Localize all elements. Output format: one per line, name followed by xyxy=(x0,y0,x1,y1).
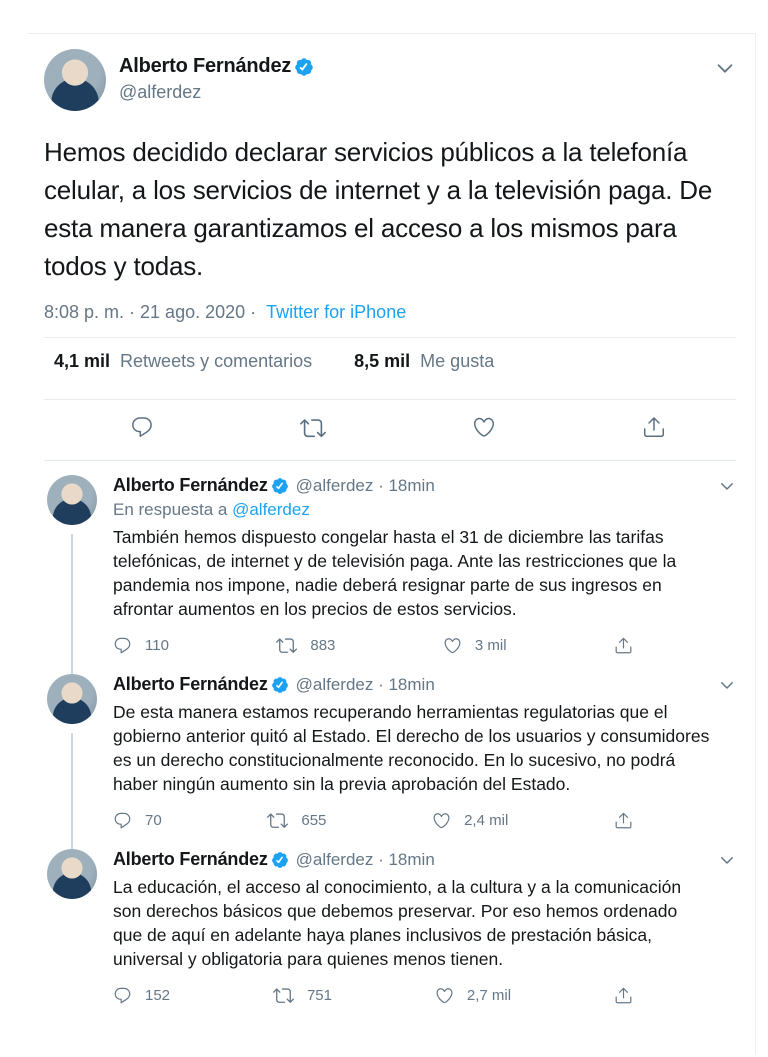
avatar[interactable] xyxy=(47,475,97,525)
reply-icon xyxy=(113,636,132,655)
verified-badge-icon xyxy=(294,57,314,77)
share-button[interactable] xyxy=(614,810,633,831)
retweet-button[interactable] xyxy=(267,810,326,831)
chevron-down-icon[interactable] xyxy=(718,851,736,869)
display-name[interactable]: Alberto Fernández xyxy=(113,674,268,694)
share-icon xyxy=(642,415,666,439)
retweet-count: 883 xyxy=(310,637,336,654)
share-button[interactable] xyxy=(614,985,633,1006)
reply-tweet xyxy=(44,849,736,1024)
reply-icon xyxy=(113,811,132,830)
retweets-count: 4,1 mil xyxy=(54,351,111,371)
like-icon xyxy=(435,986,454,1005)
tweet-action-bar xyxy=(113,635,633,656)
retweets-stat[interactable] xyxy=(54,351,312,372)
like-count: 2,4 mil xyxy=(464,812,509,829)
share-button[interactable] xyxy=(614,635,633,656)
verified-badge-icon xyxy=(271,851,289,869)
like-icon xyxy=(472,415,496,439)
like-icon xyxy=(432,811,451,830)
reply-context-prefix: En respuesta a xyxy=(113,500,228,519)
tweet-action-bar xyxy=(113,810,633,831)
tweet-thread xyxy=(28,33,756,1054)
reply-button[interactable] xyxy=(113,810,162,831)
chevron-down-icon[interactable] xyxy=(718,477,736,495)
like-count: 2,7 mil xyxy=(466,987,512,1004)
reply-count: 152 xyxy=(145,987,171,1004)
share-icon xyxy=(614,811,633,830)
verified-badge-icon xyxy=(271,676,289,694)
timestamp-text: 8:08 p. m. · 21 ago. 2020 · xyxy=(44,302,257,322)
reply-tweet xyxy=(44,674,736,849)
reply-icon xyxy=(130,415,154,439)
like-button[interactable] xyxy=(472,415,496,441)
handle[interactable]: @alferdez xyxy=(119,82,202,102)
tweet-text: Hemos decidido declarar servicios públicos a la telefonía celular, a los servicios de internet y a la televisión paga. De esta manera garantizamos el acceso a los mismos para todos y todas. xyxy=(44,137,713,281)
tweet-action-bar xyxy=(44,400,736,444)
share-button[interactable] xyxy=(642,415,666,441)
like-button[interactable] xyxy=(443,635,507,656)
reply-button[interactable] xyxy=(113,985,170,1006)
tweet-action-bar xyxy=(113,985,633,1006)
retweet-icon xyxy=(273,985,294,1006)
reply-count: 110 xyxy=(145,637,169,654)
chevron-down-icon[interactable] xyxy=(718,676,736,694)
display-name[interactable]: Alberto Fernández xyxy=(113,849,268,869)
handle-and-time[interactable]: @alferdez · 18min xyxy=(295,674,435,694)
tweet-text: La educación, el acceso al conocimiento, a la cultura y a la comunicación son derechos básicos que debemos preservar. Por eso hemos ordenado que de aquí en adelante haya planes inclusivos de prestación básica, universal y obligatoria para quienes menos tienen. xyxy=(113,877,682,969)
avatar[interactable] xyxy=(44,49,106,111)
reply-thread xyxy=(44,461,736,1024)
share-icon xyxy=(614,986,633,1005)
reply-context xyxy=(113,500,736,520)
chevron-down-icon[interactable] xyxy=(714,57,736,79)
main-tweet xyxy=(44,49,736,444)
display-name[interactable]: Alberto Fernández xyxy=(113,475,268,495)
like-button[interactable] xyxy=(435,985,511,1006)
like-button[interactable] xyxy=(432,810,508,831)
display-name[interactable]: Alberto Fernández xyxy=(119,55,292,77)
likes-stat[interactable] xyxy=(354,351,494,372)
reply-button[interactable] xyxy=(113,635,169,656)
share-icon xyxy=(614,636,633,655)
like-icon xyxy=(443,636,462,655)
retweet-button[interactable] xyxy=(300,415,326,441)
thread-connector xyxy=(71,733,73,849)
avatar[interactable] xyxy=(47,849,97,899)
tweet-timestamp xyxy=(44,302,736,323)
tweet-text: También hemos dispuesto congelar hasta el 31 de diciembre las tarifas telefónicas, de internet y de televisión paga. Ante las restricciones que la pandemia nos impone, nadie deberá resignar parte de sus ingresos en afrontar aumentos en los precios de estos servicios. xyxy=(113,527,677,619)
reply-context-user-link[interactable]: @alferdez xyxy=(232,500,310,519)
reply-button[interactable] xyxy=(130,415,154,441)
handle-and-time[interactable]: @alferdez · 18min xyxy=(295,475,435,495)
handle-and-time[interactable]: @alferdez · 18min xyxy=(295,849,435,869)
reply-count: 70 xyxy=(145,812,162,829)
likes-count: 8,5 mil xyxy=(354,351,411,371)
retweet-count: 655 xyxy=(301,812,327,829)
like-count: 3 mil xyxy=(474,637,507,654)
thread-connector xyxy=(71,534,73,674)
retweet-icon xyxy=(267,810,288,831)
likes-label: Me gusta xyxy=(420,351,495,371)
tweet-stats xyxy=(44,338,736,385)
retweets-label: Retweets y comentarios xyxy=(120,351,313,371)
retweet-count: 751 xyxy=(306,987,332,1004)
retweet-button[interactable] xyxy=(276,635,335,656)
retweet-icon xyxy=(276,635,297,656)
reply-icon xyxy=(113,986,132,1005)
reply-tweet xyxy=(44,475,736,674)
verified-badge-icon xyxy=(271,477,289,495)
retweet-icon xyxy=(300,415,326,441)
avatar[interactable] xyxy=(47,674,97,724)
retweet-button[interactable] xyxy=(273,985,332,1006)
tweet-text: De esta manera estamos recuperando herramientas regulatorias que el gobierno anterior quitó al Estado. El derecho de los usuarios y consumidores es un derecho constitucionalmente reconocido. En lo sucesivo, no podrá haber ningún aumento sin la previa aprobación del Estado. xyxy=(113,702,710,794)
source-link[interactable]: Twitter for iPhone xyxy=(266,302,407,322)
